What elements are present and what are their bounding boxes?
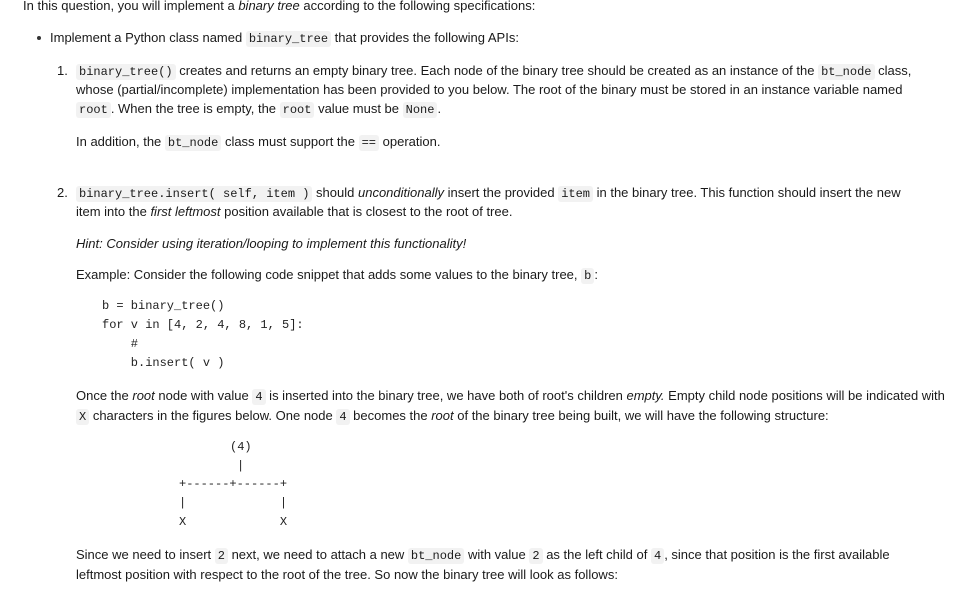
example-text: :	[594, 267, 598, 282]
since-code-2: 2	[215, 548, 228, 564]
tree-root-node: (4)	[230, 440, 252, 454]
item1-code-bt-node: bt_node	[818, 64, 874, 80]
item2-code-item: item	[558, 186, 593, 202]
item1-paragraph2	[76, 133, 440, 152]
hint-text	[76, 235, 466, 252]
intro-text-post: according to the following specifications:	[299, 0, 536, 13]
item1-line2: whose (partial/incomplete) implementation has been provided to you below. The root of the binary must be stored in an instance variable named	[76, 82, 903, 97]
since-code-2b: 2	[529, 548, 542, 564]
once-text: Empty child node positions will be indicated with	[664, 388, 945, 403]
once-code-4b: 4	[336, 409, 349, 425]
once-line2	[76, 407, 829, 426]
once-text: becomes the	[349, 408, 432, 423]
item2-text: item into the	[76, 204, 151, 219]
item1-text: class,	[874, 63, 912, 78]
item1-text: creates and returns an empty binary tree. Each node of the binary tree should be created as an instance of the	[175, 63, 819, 78]
once-text: is inserted into the binary tree, we have both of root's children	[265, 388, 627, 403]
since-text: next, we need to attach a new	[227, 547, 408, 562]
since-code-4: 4	[651, 548, 664, 564]
once-text: of the binary tree being built, we will have the following structure:	[453, 408, 829, 423]
bullet-text-pre: Implement a Python class named	[50, 30, 246, 45]
item2-text: insert the provided	[444, 185, 559, 200]
once-emphasis: root	[431, 408, 454, 423]
code-line-4: b.insert( v )	[102, 356, 225, 370]
item1-text: class must support the	[221, 134, 359, 149]
tree-root-stem: |	[237, 459, 245, 473]
since-code-bt-node: bt_node	[408, 548, 464, 564]
item1-code-root: root	[76, 102, 111, 118]
since-text: Since we need to insert	[76, 547, 215, 562]
once-emphasis: root	[132, 388, 155, 403]
item1-line1	[76, 62, 911, 81]
once-code-x: X	[76, 409, 89, 425]
item2-line2	[76, 203, 512, 220]
bullet-dot	[37, 36, 41, 40]
hint-emphasis: Hint: Consider using iteration/looping to implement this functionality!	[76, 236, 467, 251]
tree-child-stems: | |	[179, 496, 288, 510]
once-line1	[76, 387, 945, 406]
item1-code-binary-tree: binary_tree()	[76, 64, 176, 80]
item2-text: should	[312, 185, 358, 200]
item1-code-root2: root	[280, 102, 315, 118]
tree-empty-children: X X	[179, 515, 288, 529]
since-line2: leftmost position with respect to the root of the tree. So now the binary tree will look as follows:	[76, 567, 618, 582]
item2-emphasis: unconditionally	[357, 185, 444, 200]
example-text: Example: Consider the following code snippet that adds some values to the binary tree,	[76, 267, 582, 282]
item1-text: value must be	[314, 101, 403, 116]
item1-code-none: None	[403, 102, 438, 118]
bullet-text-post: that provides the following APIs:	[331, 30, 519, 45]
item1-number: 1.	[57, 63, 68, 78]
since-line1	[76, 546, 890, 565]
code-line-2: for v in [4, 2, 4, 8, 1, 5]:	[102, 318, 304, 332]
item2-code-insert: binary_tree.insert( self, item )	[76, 186, 312, 202]
item1-code-bt-node2: bt_node	[165, 135, 221, 151]
example-intro	[76, 266, 598, 285]
item1-text: .	[437, 101, 442, 116]
once-text: Once the	[76, 388, 133, 403]
since-text: , since that position is the first available	[664, 547, 890, 562]
bullet-item	[50, 29, 519, 48]
item2-text: position available that is closest to the root of tree.	[220, 204, 513, 219]
code-line-3: #	[102, 337, 139, 351]
item2-emphasis: first leftmost	[150, 204, 221, 219]
intro-text-pre: In this question, you will implement a	[23, 0, 239, 13]
item1-line3	[76, 100, 441, 119]
item2-number: 2.	[57, 185, 68, 200]
item1-code-eq: ==	[359, 135, 379, 151]
intro-emphasis: binary tree	[238, 0, 300, 13]
bullet-code: binary_tree	[246, 31, 331, 47]
intro-paragraph	[23, 0, 535, 14]
example-code-b: b	[581, 268, 594, 284]
once-text: characters in the figures below. One node	[89, 408, 337, 423]
item1-text: In addition, the	[76, 134, 165, 149]
once-emphasis: empty.	[626, 388, 665, 403]
item2-line1	[76, 184, 901, 203]
item1-text: . When the tree is empty, the	[110, 101, 280, 116]
since-text: with value	[464, 547, 530, 562]
item2-text: in the binary tree. This function should insert the new	[593, 185, 901, 200]
since-text: as the left child of	[542, 547, 651, 562]
tree-branch: +------+------+	[179, 477, 288, 491]
item1-text: operation.	[379, 134, 441, 149]
once-code-4: 4	[252, 389, 265, 405]
code-line-1: b = binary_tree()	[102, 299, 225, 313]
once-text: node with value	[154, 388, 253, 403]
